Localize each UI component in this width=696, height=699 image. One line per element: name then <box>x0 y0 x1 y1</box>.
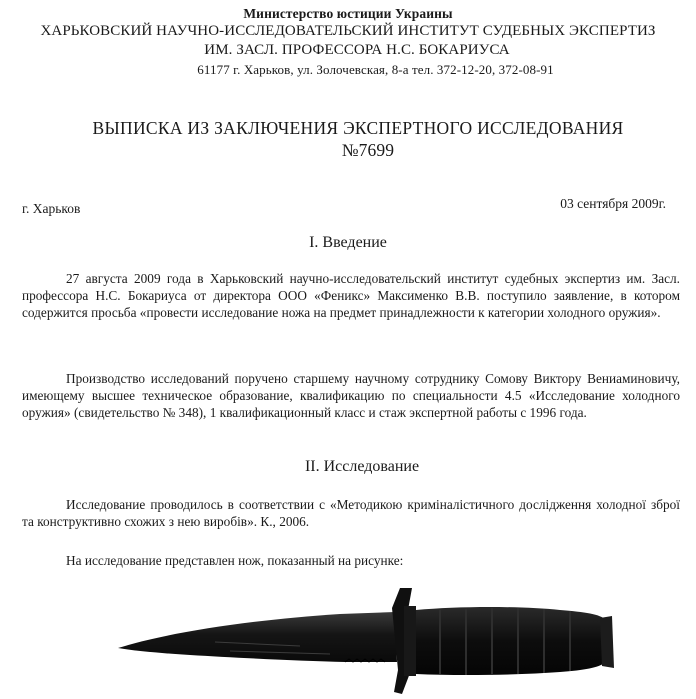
document-city: г. Харьков <box>22 201 81 216</box>
knife-handle <box>416 607 606 675</box>
knife-blade <box>118 612 397 662</box>
document-title: ВЫПИСКА ИЗ ЗАКЛЮЧЕНИЯ ЭКСПЕРТНОГО ИССЛЕДОВАНИЯ <box>92 118 624 138</box>
section-heading-research: II. Исследование <box>304 458 420 475</box>
institute-address: 61177 г. Харьков, ул. Золочевская, 8-а тел. 372-12-20, 372-08-91 <box>197 62 554 77</box>
paragraph-expert: Производство исследований поручено старшему научному сотруднику Сомову Виктору Вениаминовичу, имеющему высшее техническое образование, квалификацию по специальности 4.5 «Исследование холодного оружия» (свидетельство № 348), 1 квалификационный класс и стаж экспертной работы с 1996 года. <box>22 371 680 421</box>
knife-icon <box>0 588 696 699</box>
knife-pommel <box>600 616 614 668</box>
section-heading-introduction: I. Введение <box>309 234 387 251</box>
document-date: 03 сентября 2009г. <box>560 196 666 211</box>
institute-name-line1: ХАРЬКОВСКИЙ НАУЧНО-ИССЛЕДОВАТЕЛЬСКИЙ ИНСТИТУТ СУДЕБНЫХ ЭКСПЕРТИЗ <box>40 23 656 39</box>
ministry-name: Министерство юстиции Украины <box>243 6 453 21</box>
paragraph-methodology: Исследование проводилось в соответствии с «Методикою криміналістичного дослідження холодної зброї та конструктивно схожих з нею виробів». К., 2006. <box>22 497 680 530</box>
paragraph-request: 27 августа 2009 года в Харьковский научно-исследовательский институт судебных экспертиз им. Засл. профессора Н.С. Бокариуса от директора ООО «Феникс» Максименко В.В. поступило заявление, в котором содержится просьба «провести исследование ножа на предмет принадлежности к категории холодного оружия». <box>22 271 680 321</box>
document-number: №7699 <box>341 140 395 160</box>
institute-name-line2: ИМ. ЗАСЛ. ПРОФЕССОРА Н.С. БОКАРИУСА <box>204 42 510 58</box>
paragraph-figure-intro: На исследование представлен нож, показанный на рисунке: <box>66 553 404 568</box>
